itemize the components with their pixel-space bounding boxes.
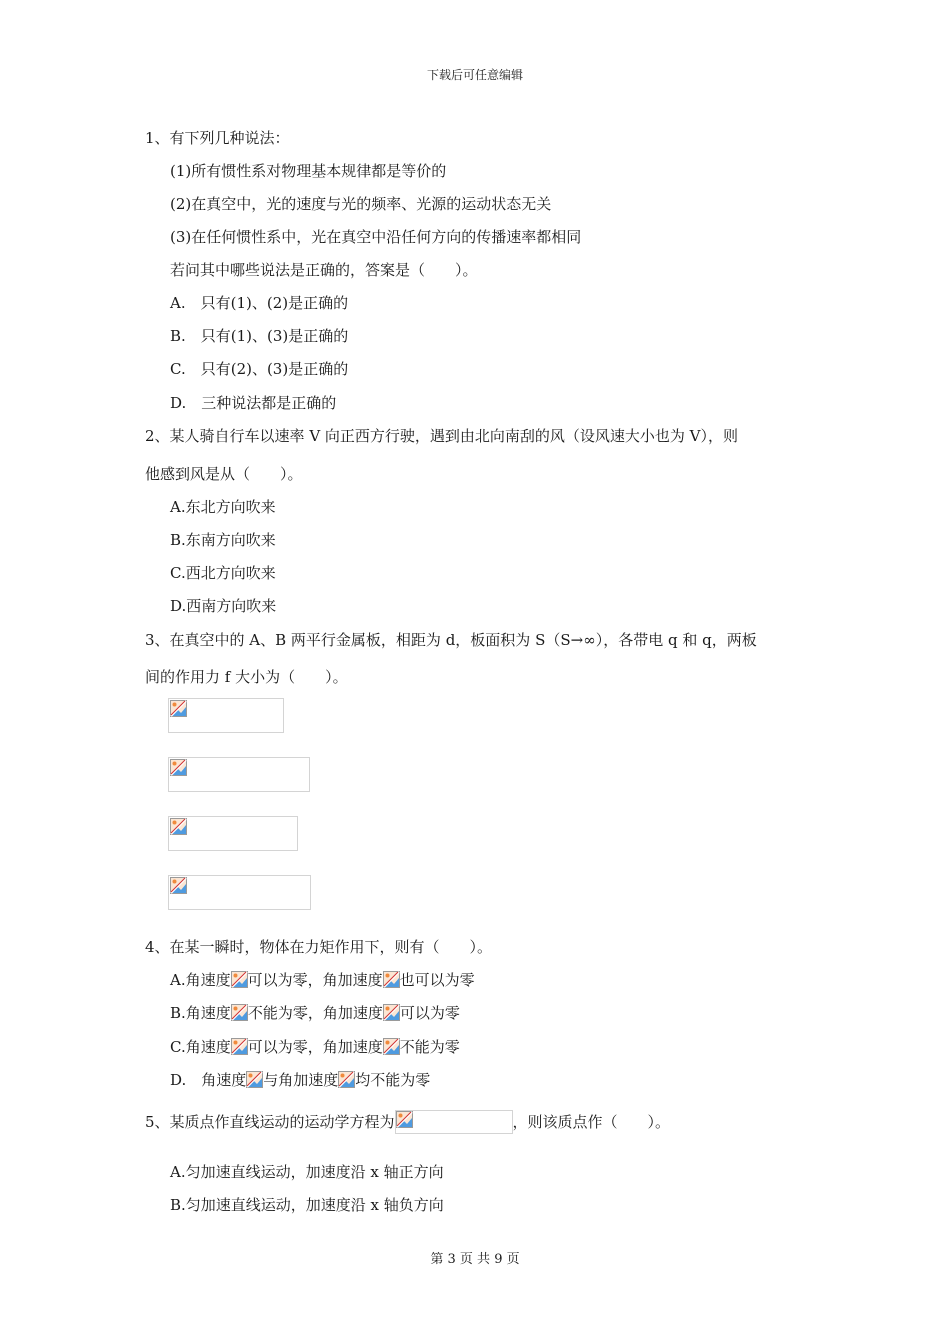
option-text-part-2: 可以为零，角加速度	[247, 1038, 383, 1056]
question-3-stem-line-2: 间的作用力 f 大小为（ ）。	[145, 668, 348, 686]
broken-image-icon	[396, 1111, 413, 1128]
option-text-part-1: 角速度	[185, 971, 231, 989]
question-3-option-a-image	[168, 698, 284, 733]
question-5-stem	[145, 1110, 670, 1134]
option-text-part-1: 角速度	[185, 1038, 231, 1056]
broken-image-icon	[231, 971, 248, 988]
question-1-option-a: A. 只有(1)、(2)是正确的	[170, 294, 349, 312]
question-1-statement-2: (2)在真空中，光的速度与光的频率、光源的运动状态无关	[170, 195, 552, 213]
question-3-option-b-image	[168, 757, 310, 792]
option-text-part-3: 也可以为零	[399, 971, 475, 989]
question-5-equation-image	[395, 1110, 513, 1134]
question-5-stem-part-2: ，则该质点作（ ）。	[512, 1113, 671, 1131]
option-text-part-2: 可以为零，角加速度	[247, 971, 383, 989]
option-text-part-3: 均不能为零	[355, 1071, 431, 1089]
question-3-option-c-image	[168, 816, 298, 851]
broken-image-icon	[170, 759, 187, 776]
page-footer: 第 3 页 共 9 页	[430, 1252, 520, 1267]
question-1-option-d: D. 三种说法都是正确的	[170, 394, 337, 412]
option-text-part-1: 角速度	[201, 1071, 247, 1089]
question-1-stem: 1、有下列几种说法：	[145, 129, 290, 147]
option-label: A.	[170, 971, 186, 989]
question-2-stem-line-2: 他感到风是从（ ）。	[145, 465, 303, 483]
question-1-option-c: C. 只有(2)、(3)是正确的	[170, 360, 349, 378]
option-label: D.	[170, 1071, 202, 1089]
question-3-stem-line-1: 3、在真空中的 A、B 两平行金属板，相距为 d，板面积为 S（S→∞），各带电 q 和 q，两板	[145, 631, 757, 649]
question-5-option-b: B.匀加速直线运动，加速度沿 x 轴负方向	[170, 1196, 444, 1214]
option-text-part-2: 与角加速度	[263, 1071, 339, 1089]
option-label: C.	[170, 1038, 186, 1056]
option-text-part-1: 角速度	[185, 1004, 231, 1022]
broken-image-icon	[231, 1038, 248, 1055]
question-2-option-c: C.西北方向吹来	[170, 564, 276, 582]
question-1-option-b: B. 只有(1)、(3)是正确的	[170, 327, 349, 345]
broken-image-icon	[383, 971, 400, 988]
broken-image-icon	[338, 1071, 355, 1088]
broken-image-icon	[231, 1004, 248, 1021]
option-text-part-2: 不能为零，角加速度	[247, 1004, 383, 1022]
question-4-option-a	[170, 970, 475, 990]
question-3-option-d-image	[168, 875, 311, 910]
broken-image-icon	[170, 877, 187, 894]
question-4-stem: 4、在某一瞬时，物体在力矩作用下，则有（ ）。	[145, 938, 493, 956]
question-5-stem-part-1: 5、某质点作直线运动的运动学方程为	[145, 1113, 395, 1131]
question-2-option-a: A.东北方向吹来	[170, 498, 276, 516]
question-2-stem-line-1: 2、某人骑自行车以速率 V 向正西方行驶，遇到由北向南刮的风（设风速大小也为 V），则	[145, 427, 739, 445]
question-4-option-c	[170, 1037, 460, 1057]
option-text-part-3: 可以为零	[399, 1004, 460, 1022]
question-1-statement-1: (1)所有惯性系对物理基本规律都是等价的	[170, 162, 447, 180]
question-5-option-a: A.匀加速直线运动，加速度沿 x 轴正方向	[170, 1163, 444, 1181]
question-1-prompt: 若问其中哪些说法是正确的，答案是（ ）。	[170, 261, 478, 279]
option-text-part-3: 不能为零	[399, 1038, 460, 1056]
page-header: 下载后可任意编辑	[426, 68, 523, 82]
question-1-statement-3: (3)在任何惯性系中，光在真空中沿任何方向的传播速率都相同	[170, 228, 582, 246]
broken-image-icon	[170, 700, 187, 717]
broken-image-icon	[170, 818, 187, 835]
question-4-option-d	[170, 1070, 430, 1090]
broken-image-icon	[383, 1004, 400, 1021]
question-4-option-b	[170, 1003, 460, 1023]
broken-image-icon	[246, 1071, 263, 1088]
broken-image-icon	[383, 1038, 400, 1055]
question-2-option-d: D.西南方向吹来	[170, 597, 277, 615]
question-2-option-b: B.东南方向吹来	[170, 531, 276, 549]
option-label: B.	[170, 1004, 186, 1022]
